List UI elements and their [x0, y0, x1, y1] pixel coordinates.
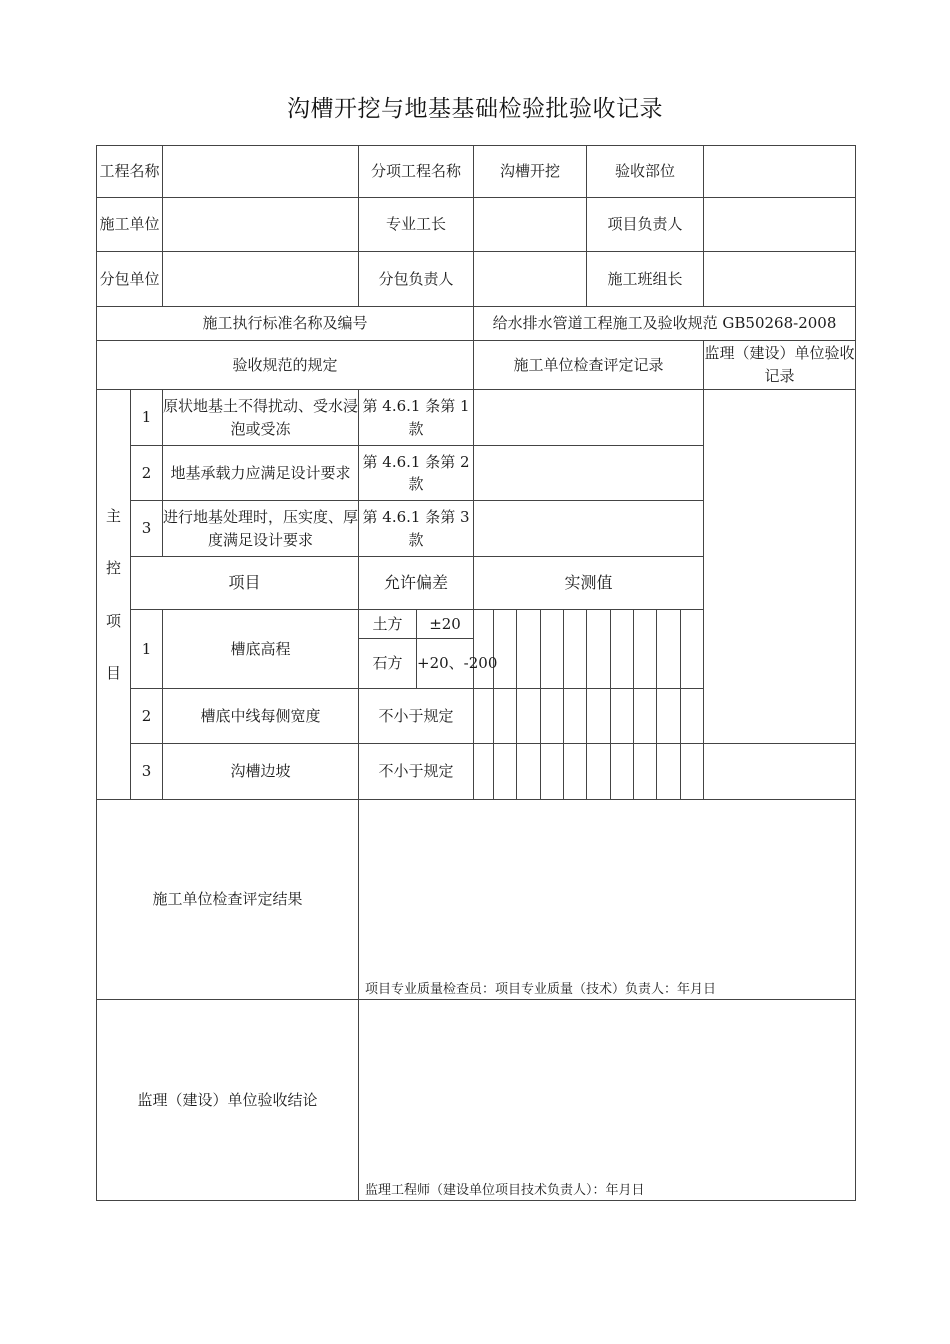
item-number: 1 — [131, 390, 163, 446]
check-record-field[interactable] — [474, 501, 704, 557]
item-number: 2 — [131, 689, 163, 744]
rock-label: 石方 — [359, 639, 417, 689]
main-control-char: 主 — [105, 506, 121, 525]
measured-cell[interactable] — [517, 610, 541, 689]
soil-label: 土方 — [359, 610, 417, 639]
check-record-field[interactable] — [474, 446, 704, 501]
foreman-field[interactable] — [474, 198, 587, 252]
subcontract-unit-label: 分包单位 — [97, 252, 163, 307]
team-leader-label: 施工班组长 — [587, 252, 704, 307]
sub-project-value: 沟槽开挖 — [474, 146, 587, 198]
measured-cell[interactable] — [611, 744, 634, 800]
supervision-signature-line: 监理工程师（建设单位项目技术负责人）：年月日 — [365, 1182, 645, 1198]
item-number: 1 — [131, 610, 163, 689]
project-manager-field[interactable] — [704, 198, 856, 252]
acceptance-part-label: 验收部位 — [587, 146, 704, 198]
construction-unit-label: 施工单位 — [97, 198, 163, 252]
main-control-label — [97, 390, 131, 800]
item-clause: 第 4.6.1 条第 3 款 — [359, 501, 474, 557]
measured-cell[interactable] — [587, 744, 611, 800]
item-header: 项目 — [131, 557, 359, 610]
measured-cell[interactable] — [494, 610, 517, 689]
measured-cell[interactable] — [634, 689, 657, 744]
supervision-record-field[interactable] — [704, 744, 856, 800]
measured-cell[interactable] — [657, 744, 681, 800]
tolerance-header: 允许偏差 — [359, 557, 474, 610]
item-number: 2 — [131, 446, 163, 501]
item-text: 沟槽边坡 — [163, 744, 359, 800]
check-record-label: 施工单位检查评定记录 — [474, 341, 704, 390]
page-title: 沟槽开挖与地基基础检验批验收记录 — [287, 96, 663, 122]
measured-cell[interactable] — [474, 610, 494, 689]
item-number: 3 — [131, 744, 163, 800]
project-name-field[interactable] — [163, 146, 359, 198]
spec-label: 验收规范的规定 — [97, 341, 474, 390]
measured-cell[interactable] — [611, 610, 634, 689]
measured-cell[interactable] — [634, 610, 657, 689]
project-manager-label: 项目负责人 — [587, 198, 704, 252]
rock-tolerance: +20、-200 — [417, 639, 474, 689]
construction-result-field[interactable] — [359, 800, 856, 1000]
acceptance-part-field[interactable] — [704, 146, 856, 198]
foreman-label: 专业工长 — [359, 198, 474, 252]
measured-cell[interactable] — [587, 689, 611, 744]
measured-cell[interactable] — [681, 610, 704, 689]
standard-label: 施工执行标准名称及编号 — [97, 307, 474, 341]
item-text: 槽底高程 — [163, 610, 359, 689]
supervision-record-label: 监理（建设）单位验收记录 — [704, 341, 856, 390]
measured-cell[interactable] — [494, 689, 517, 744]
item-clause: 第 4.6.1 条第 1 款 — [359, 390, 474, 446]
construction-signature-line: 项目专业质量检查员：项目专业质量（技术）负责人：年月日 — [365, 981, 717, 997]
construction-unit-field[interactable] — [163, 198, 359, 252]
construction-result-label: 施工单位检查评定结果 — [97, 800, 359, 1000]
measured-cell[interactable] — [541, 744, 564, 800]
item-clause: 第 4.6.1 条第 2 款 — [359, 446, 474, 501]
width-tolerance: 不小于规定 — [359, 689, 474, 744]
measured-cell[interactable] — [634, 744, 657, 800]
item-text: 地基承载力应满足设计要求 — [163, 446, 359, 501]
standard-value: 给水排水管道工程施工及验收规范 GB50268-2008 — [474, 307, 856, 341]
project-name-label: 工程名称 — [97, 146, 163, 198]
measured-cell[interactable] — [564, 744, 587, 800]
item-text: 槽底中线每侧宽度 — [163, 689, 359, 744]
measured-cell[interactable] — [517, 744, 541, 800]
slope-tolerance: 不小于规定 — [359, 744, 474, 800]
main-control-char: 控 — [105, 559, 121, 577]
main-control-char: 目 — [105, 664, 121, 682]
measured-cell[interactable] — [564, 689, 587, 744]
measured-cell[interactable] — [474, 689, 494, 744]
supervision-record-field[interactable] — [704, 390, 856, 744]
inspection-form — [96, 145, 856, 1201]
check-record-field[interactable] — [474, 390, 704, 446]
subcontract-manager-field[interactable] — [474, 252, 587, 307]
subcontract-manager-label: 分包负责人 — [359, 252, 474, 307]
item-text: 原状地基土不得扰动、受水浸泡或受冻 — [163, 390, 359, 446]
measured-cell[interactable] — [611, 689, 634, 744]
measured-cell[interactable] — [474, 744, 494, 800]
sub-project-label: 分项工程名称 — [359, 146, 474, 198]
supervision-result-field[interactable] — [359, 1000, 856, 1201]
supervision-result-label: 监理（建设）单位验收结论 — [97, 1000, 359, 1201]
measured-cell[interactable] — [587, 610, 611, 689]
measured-cell[interactable] — [517, 689, 541, 744]
measured-cell[interactable] — [657, 610, 681, 689]
measured-header: 实测值 — [474, 557, 704, 610]
item-number: 3 — [131, 501, 163, 557]
main-control-char: 项 — [105, 611, 121, 630]
measured-cell[interactable] — [564, 610, 587, 689]
measured-cell[interactable] — [657, 689, 681, 744]
measured-cell[interactable] — [541, 610, 564, 689]
measured-cell[interactable] — [681, 689, 704, 744]
subcontract-unit-field[interactable] — [163, 252, 359, 307]
soil-tolerance: ±20 — [417, 610, 474, 639]
team-leader-field[interactable] — [704, 252, 856, 307]
item-text: 进行地基处理时，压实度、厚度满足设计要求 — [163, 501, 359, 557]
measured-cell[interactable] — [494, 744, 517, 800]
measured-cell[interactable] — [541, 689, 564, 744]
measured-cell[interactable] — [681, 744, 704, 800]
